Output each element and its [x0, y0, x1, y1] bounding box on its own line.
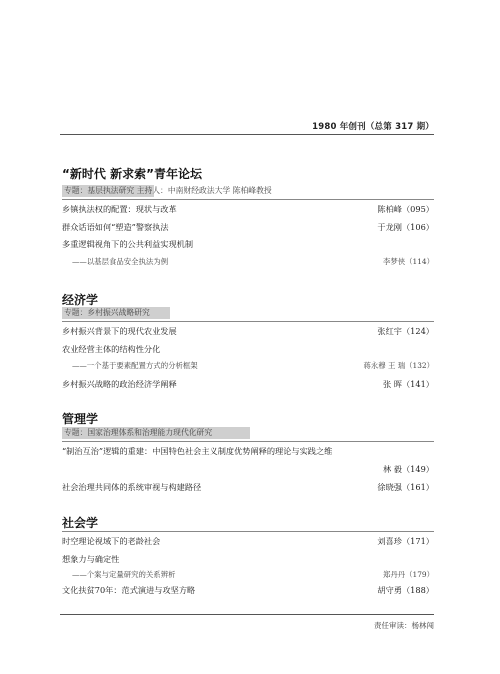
section-rule: [62, 441, 434, 442]
special-topic-label: 专题：乡村振兴战略研究: [64, 308, 150, 317]
entry-author-page: 于龙刚（106）: [377, 222, 434, 232]
entry-author-page: 陈柏峰（095）: [377, 204, 434, 214]
special-topic-forum: [62, 185, 364, 197]
special-topic-management: [62, 427, 254, 439]
entry-title: 乡镇执法权的配置：现状与改革: [62, 204, 177, 214]
entry-title: 农业经营主体的结构性分化: [62, 344, 161, 354]
entry-title: 文化扶贫70年：范式演进与攻坚方略: [62, 585, 196, 595]
entry-title: 乡村振兴背景下的现代农业发展: [62, 326, 177, 336]
entry-title: 想象力与确定性: [62, 554, 120, 564]
section-rule: [62, 321, 434, 322]
entry-author-page: 郑丹丹（179）: [382, 570, 434, 579]
entry-author-page: 张 晖（141）: [383, 379, 434, 389]
section-rule: [62, 199, 434, 200]
section-title-management: 管理学: [62, 412, 99, 426]
bottom-rule: [60, 614, 434, 615]
issue-line: 1980 年创刊（总第 317 期）: [312, 122, 434, 132]
entry-author-page: 胡守勇（188）: [377, 585, 434, 595]
special-topic-label: 专题：基层执法研究 主持人：中南财经政法大学 陈柏峰教授: [64, 186, 272, 195]
entry-title: 乡村振兴战略的政治经济学阐释: [62, 379, 177, 389]
entry-title: 社会治理共同体的系统审视与构建路径: [62, 482, 202, 492]
entry-author-page: 刘喜珍（171）: [377, 536, 434, 546]
top-rule: [60, 134, 434, 135]
special-topic-label: 专题：国家治理体系和治理能力现代化研究: [64, 428, 213, 437]
section-title-sociology: 社会学: [62, 516, 99, 530]
entry-author-page: 张红宇（124）: [377, 326, 434, 336]
section-rule: [62, 531, 434, 532]
entry-author-page: 李梦侠（114）: [382, 257, 434, 266]
entry-author-page: 徐晓强（161）: [377, 482, 434, 492]
entry-title: 群众话语如何“塑造”警察执法: [62, 222, 169, 232]
responsible-reviewer: 责任审读：杨林闯: [374, 621, 434, 630]
entry-subtitle: ——一个基于要素配置方式的分析框架: [72, 361, 198, 370]
entry-title: 时空理论视域下的老龄社会: [62, 536, 161, 546]
entry-subtitle: ——个案与定量研究的关系辨析: [72, 570, 176, 579]
entry-author-page: 蒋永穆 王 瑞（132）: [363, 361, 434, 370]
entry-title: 多重逻辑视角下的公共利益实现机制: [62, 239, 194, 249]
special-topic-economics: [62, 307, 174, 319]
section-title-economics: 经济学: [62, 293, 99, 307]
entry-title: “制治互治”逻辑的重建：中国特色社会主义制度优势阐释的理论与实践之维: [62, 446, 333, 456]
entry-author-page: 林 毅（149）: [383, 464, 434, 474]
entry-subtitle: ——以基层食品安全执法为例: [72, 257, 169, 266]
section-title-forum: “新时代 新求索”青年论坛: [62, 167, 202, 181]
